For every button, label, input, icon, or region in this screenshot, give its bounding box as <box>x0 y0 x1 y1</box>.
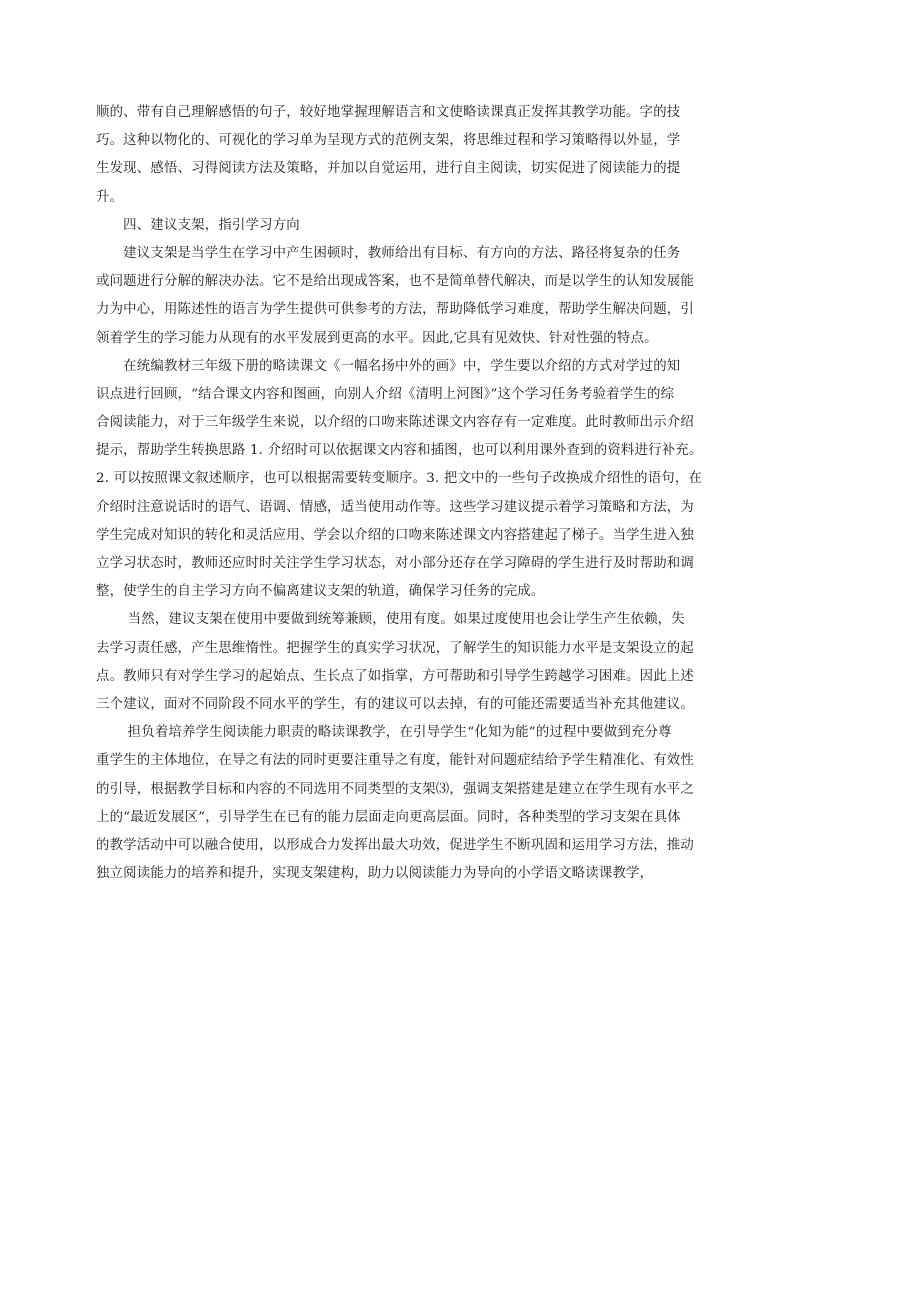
text-line: 学生完成对知识的转化和灵活应用、学会以介绍的口吻来陈述课文内容搭建起了梯子。当学生进入独 <box>96 527 694 543</box>
paragraph <box>96 99 684 212</box>
text-line: 提示，帮助学生转换思路 1. 介绍时可以依据课文内容和插图，也可以利用课外查到的资料进行补充。 <box>96 443 703 459</box>
text-line: 重学生的主体地位，在导之有法的同时更要注重导之有度，能针对问题症结给予学生精准化、有效性 <box>96 753 694 769</box>
heading-text: 四、建议支架，指引学习方向 <box>96 217 300 233</box>
text-line: 三个建议，面对不同阶段不同水平的学生，有的建议可以去掉，有的可能还需要适当补充其他建议。 <box>96 696 694 712</box>
text-line: 独立阅读能力的培养和提升，实现支架建构，助力以阅读能力为导向的小学语文略读课教学， <box>96 866 654 882</box>
document-body <box>96 99 703 888</box>
text-line: 的教学活动中可以融合使用，以形成合力发挥出最大功效，促进学生不断巩固和运用学习方法，推动 <box>96 837 694 853</box>
text-line: 当然，建议支架在使用中要做到统筹兼顾，使用有度。如果过度使用也会让学生产生依赖，失 <box>96 612 685 628</box>
text-line: 的引导，根据教学目标和内容的不同选用不同类型的支架⑶，强调支架搭建是建立在学生现有水平之 <box>96 781 694 797</box>
paragraph <box>96 606 694 719</box>
text-line: 去学习责任感，产生思维惰性。把握学生的真实学习状况，了解学生的知识能力水平是支架设立的起 <box>96 640 694 656</box>
text-line: 担负着培养学生阅读能力职责的略读课教学，在引导学生“化知为能”的过程中要做到充分尊 <box>96 725 672 741</box>
text-line: 合阅读能力，对于三年级学生来说，以介绍的口吻来陈述课文内容存有一定难度。此时教师出示介绍 <box>96 415 694 431</box>
text-line: 上的“最近发展区”，引导学生在已有的能力层面走向更高层面。同时，各种类型的学习支架在具体 <box>96 809 681 825</box>
text-line: 建议支架是当学生在学习中产生困顿时，教师给出有目标、有方向的方法、路径将复杂的任务 <box>96 245 681 261</box>
text-line: 点。教师只有对学生学习的起始点、生长点了如指掌，方可帮助和引导学生跨越学习困难。因此上述 <box>96 668 694 684</box>
text-line: 巧。这种以物化的、可视化的学习单为呈现方式的范例支架，将思维过程和学习策略得以外显，学 <box>96 133 681 149</box>
text-line: 顺的、带有自己理解感悟的句子，较好地掌握理解语言和文使略读课真正发挥其教学功能。字的技 <box>96 105 681 120</box>
text-line: 2. 可以按照课文叙述顺序，也可以根据需要转变顺序。3. 把文中的一些句子改换成介绍性的语句，在 <box>96 471 703 487</box>
paragraph <box>96 353 703 607</box>
text-line: 力为中心，用陈述性的语言为学生提供可供参考的方法，帮助降低学习难度，帮助学生解决问题，引 <box>96 302 694 318</box>
text-line: 升。 <box>96 189 124 205</box>
text-line: 识点进行回顾，“结合课文内容和图画，向别人介绍《清明上河图》”这个学习任务考验着学生的综 <box>96 386 675 402</box>
paragraph <box>96 240 694 353</box>
text-line: 生发现、感悟、习得阅读方法及策略，并加以自觉运用，进行自主阅读，切实促进了阅读能力的提 <box>96 161 681 177</box>
section-heading <box>96 212 684 240</box>
text-line: 在统编教材三年级下册的略读课文《一幅名扬中外的画》中，学生要以介绍的方式对学过的知 <box>96 358 681 374</box>
paragraph <box>96 719 694 888</box>
text-line: 介绍时注意说话时的语气、语调、情感，适当使用动作等。这些学习建议提示着学习策略和方法，为 <box>96 499 694 515</box>
text-line: 或问题进行分解的解决办法。它不是给出现成答案，也不是简单替代解决，而是以学生的认知发展能 <box>96 274 694 290</box>
text-line: 立学习状态时，教师还应时时关注学生学习状态，对小部分还存在学习障碍的学生进行及时帮助和调 <box>96 556 694 571</box>
text-line: 整，使学生的自主学习方向不偏离建议支架的轨道，确保学习任务的完成。 <box>96 584 545 600</box>
text-line: 领着学生的学习能力从现有的水平发展到更高的水平。因此,它具有见效快、针对性强的特点。 <box>96 330 658 346</box>
